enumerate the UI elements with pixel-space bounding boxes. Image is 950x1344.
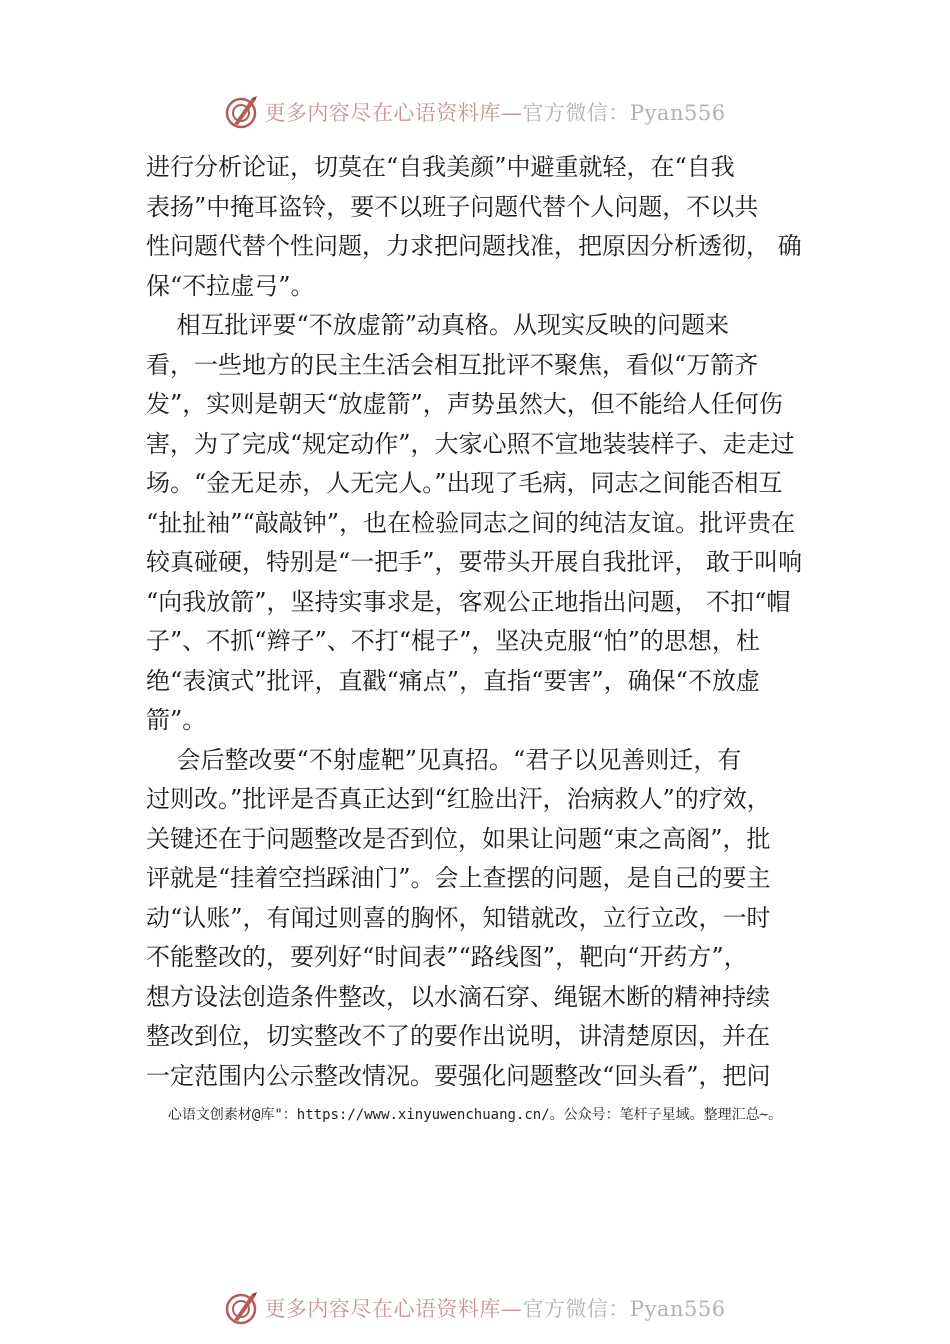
text-line: 看，一些地方的民主生活会相互批评不聚焦，看似“万箭齐 xyxy=(146,350,759,379)
paragraph xyxy=(146,741,826,1097)
text-line: 一定范围内公示整改情况。要强化问题整改“回头看”，把问 xyxy=(146,1061,771,1090)
text-line: 子”、不抓“辫子”、不打“棍子”，坚决克服“怕”的思想，杜 xyxy=(146,627,760,655)
text-line: “扯扯袖”“敲敲钟”，也在检验同志之间的纯洁友谊。批评贵在 xyxy=(146,508,796,537)
text-line: 过则改。”批评是否真正达到“红脸出汗，治病救人”的疗效， xyxy=(146,785,771,813)
text-line: 想方设法创造条件整改，以水滴石穿、绳锯木断的精神持续 xyxy=(146,982,770,1011)
text-line: 关键还在于问题整改是否到位，如果让问题“束之高阁”，批 xyxy=(146,824,771,853)
text-line: 动“认账”，有闻过则喜的胸怀，知错就改，立行立改，一时 xyxy=(146,903,771,932)
text-line: 箭”。 xyxy=(146,706,207,734)
banner-text: 更多内容尽在心语资料库—官方微信：Pyan556 xyxy=(264,101,726,125)
text-line: 绝“表演式”批评，直戳“痛点”，直指“要害”，确保“不放虚 xyxy=(146,666,760,695)
text-line: 保“不拉虚弓”。 xyxy=(146,271,315,300)
header-banner xyxy=(0,92,950,132)
text-line: 整改到位，切实整改不了的要作出说明，讲清楚原因，并在 xyxy=(146,1022,770,1050)
text-line: 会后整改要“不射虚靶”见真招。“君子以见善则迁，有 xyxy=(146,745,742,774)
text-line: 害，为了完成“规定动作”，大家心照不宣地装装样子、走走过 xyxy=(146,429,795,458)
quill-logo-icon xyxy=(224,1290,260,1326)
text-line: 相互批评要“不放虚箭”动真格。从现实反映的问题来 xyxy=(146,311,730,339)
source-footnote: 心语文创素材@库"：https://www.xinyuwenchuang.cn/。公众号：笔杆子星域。整理汇总~。 xyxy=(167,1107,783,1123)
quill-logo-icon xyxy=(224,94,260,130)
text-line: 表扬”中掩耳盗铃，要不以班子问题代替个人问题，不以共 xyxy=(146,192,759,221)
text-line: 不能整改的，要列好“时间表”“路线图”，靶向“开药方”， xyxy=(146,943,748,971)
text-line: 进行分析论证，切莫在“自我美颜”中避重就轻，在“自我 xyxy=(146,153,735,181)
paragraph xyxy=(146,306,826,741)
footer-banner xyxy=(0,1288,950,1328)
text-line: “向我放箭”，坚持实事求是，客观公正地指出问题， 不扣“帽 xyxy=(146,587,791,616)
text-line: 较真碰硬，特别是“一把手”，要带头开展自我批评， 敢于叫响 xyxy=(146,548,803,576)
paragraph xyxy=(146,148,826,306)
text-line: 评就是“挂着空挡踩油门”。会上查摆的问题，是自己的要主 xyxy=(146,864,771,892)
text-line: 发”，实则是朝天“放虚箭”，声势虽然大，但不能给人任何伤 xyxy=(146,390,783,418)
text-line: 场。“金无足赤，人无完人。”出现了毛病，同志之间能否相互 xyxy=(146,469,783,497)
text-line: 性问题代替个性问题，力求把问题找准，把原因分析透彻， 确 xyxy=(146,232,802,260)
banner-text: 更多内容尽在心语资料库—官方微信：Pyan556 xyxy=(264,1297,726,1321)
document-body xyxy=(146,148,826,1096)
